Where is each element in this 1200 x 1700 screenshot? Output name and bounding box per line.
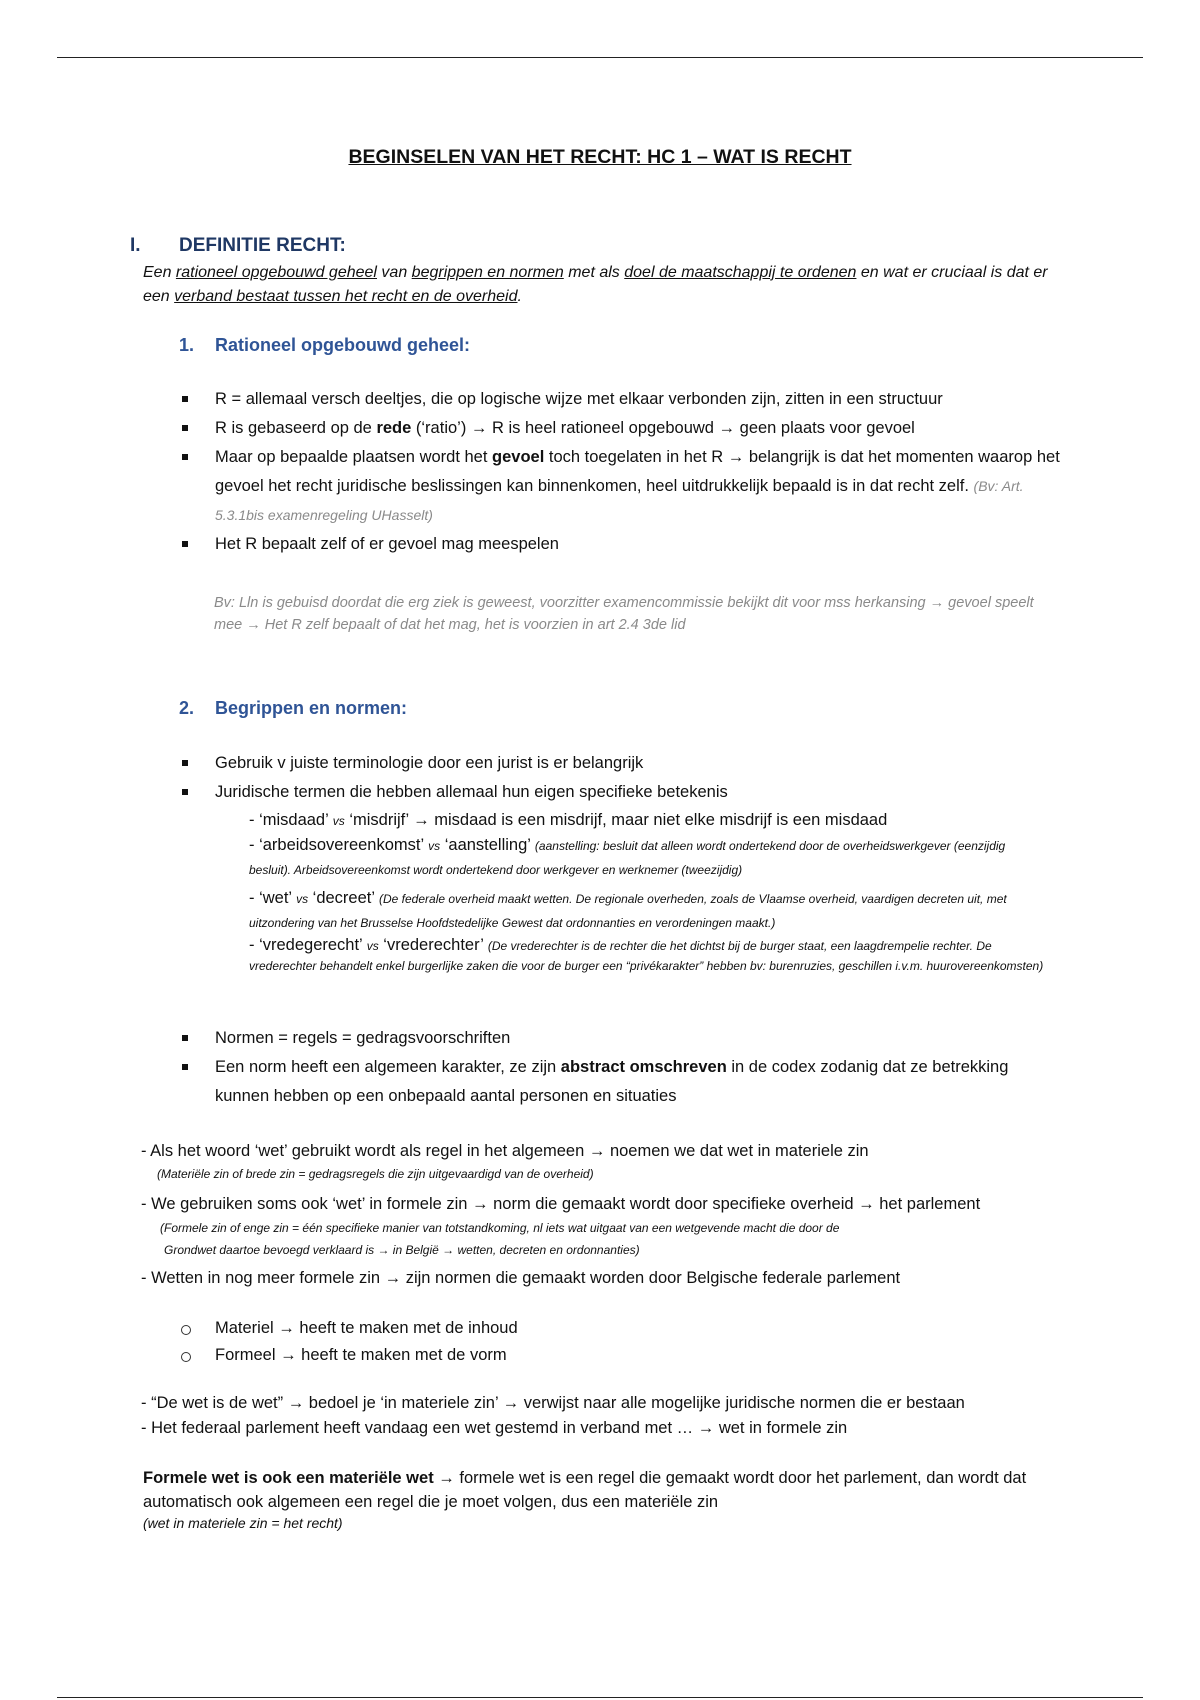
dash-note: (Materiële zin of brede zin = gedragsregels die zijn uitgevaardigd van de overheid) <box>157 1167 594 1181</box>
dash-item: - “De wet is de wet” → bedoel je ‘in materiele zin’ → verwijst naar alle mogelijke juridische normen die er bestaan <box>141 1394 965 1412</box>
term-pair: - ‘arbeidsovereenkomst’ vs ‘aanstelling’ (aanstelling: besluit dat alleen wordt ondertekend door de overheidswerkgever (eenzijdig besluit). Arbeidsovereenkomst wordt ondertekend door werkgever en werknemer (tweezijdig) <box>249 836 1006 877</box>
sub-item: Materiel → heeft te maken met de inhoud <box>215 1319 518 1337</box>
definition-underline: begrippen en normen <box>411 264 564 281</box>
sub-item: Formeel → heeft te maken met de vorm <box>215 1346 507 1364</box>
term-pair: - ‘misdaad’ vs ‘misdrijf’ → misdaad is een misdrijf, maar niet elke misdrijf is een misdaad <box>249 811 888 829</box>
list-item: Het R bepaalt zelf of er gevoel mag meespelen <box>215 530 1065 559</box>
bullet-list <box>215 385 1065 559</box>
closing-note: (wet in materiele zin = het recht) <box>143 1515 343 1531</box>
list-item: Een norm heeft een algemeen karakter, ze zijn abstract omschreven in de codex zodanig dat ze betrekking kunnen hebben op een onbepaald aantal personen en situaties <box>215 1053 1065 1111</box>
definition-underline: rationeel opgebouwd geheel <box>175 264 377 281</box>
bullet-icon <box>182 396 188 402</box>
dash-note: (Formele zin of enge zin = één specifieke manier van totstandkoming, nl iets wat uitgaat van een wetgevende macht die door de <box>160 1221 840 1235</box>
bullet-icon <box>182 454 188 460</box>
dash-note: Grondwet daartoe bevoegd verklaard is → in België → wetten, decreten en ordonnanties) <box>164 1243 640 1257</box>
dash-item: - Het federaal parlement heeft vandaag een wet gestemd in verband met … → wet in formele zin <box>141 1419 848 1437</box>
bullet-list <box>215 749 1065 807</box>
dash-item: - Als het woord ‘wet’ gebruikt wordt als regel in het algemeen → noemen we dat wet in materiele zin <box>141 1142 869 1160</box>
list-item: Juridische termen die hebben allemaal hun eigen specifieke betekenis <box>215 778 1065 807</box>
dash-item: - Wetten in nog meer formele zin → zijn normen die gemaakt worden door Belgische federale parlement <box>141 1269 901 1287</box>
circle-bullet-icon <box>181 1352 191 1362</box>
list-item: Maar op bepaalde plaatsen wordt het gevoel toch toegelaten in het R → belangrijk is dat het momenten waarop het gevoel het recht juridische beslissingen kan binnenkomen, heel uitdrukkelijk bepaald is in dat recht zelf. (Bv: Art. 5.3.1bis examenregeling UHasselt) <box>215 443 1065 530</box>
subsection-number: 1. <box>179 335 195 355</box>
bullet-icon <box>182 1035 188 1041</box>
bullet-list <box>215 1024 1065 1111</box>
bullet-icon <box>182 1064 188 1070</box>
section-title: DEFINITIE RECHT: <box>179 235 346 256</box>
definition-text: Een rationeel opgebouwd geheel van begrippen en normen met als doel de maatschappij te ordenen en wat er cruciaal is dat er een verband bestaat tussen het recht en de overheid. <box>143 264 1048 305</box>
list-item: R is gebaseerd op de rede (‘ratio’) → R is heel rationeel opgebouwd → geen plaats voor gevoel <box>215 414 1065 443</box>
bullet-icon <box>182 760 188 766</box>
example-note: Bv: Lln is gebuisd doordat die erg ziek is geweest, voorzitter examencommissie bekijkt dit voor mss herkansing → gevoel speelt mee → Het R zelf bepaalt of dat het mag, het is voorzien in art 2.4 3de lid <box>214 595 1034 633</box>
list-item: R = allemaal versch deeltjes, die op logische wijze met elkaar verbonden zijn, zitten in een structuur <box>215 385 1065 414</box>
bullet-icon <box>182 425 188 431</box>
term-pair: - ‘wet’ vs ‘decreet’ (De federale overheid maakt wetten. De regionale overheden, zoals de Vlaamse overheid, vaardigen decreten uit, met uitzondering van het Brusselse Hoofdstedelijke Gewest dat ordonnanties en verordeningen maakt.) <box>249 889 1007 930</box>
list-item: Normen = regels = gedragsvoorschriften <box>215 1024 1065 1053</box>
subsection-title: Begrippen en normen: <box>215 698 408 718</box>
subsection-number: 2. <box>179 698 195 718</box>
section-number: I. <box>130 235 141 256</box>
bottom-rule <box>57 1697 1143 1698</box>
document-title: BEGINSELEN VAN HET RECHT: HC 1 – WAT IS RECHT <box>348 146 852 168</box>
dash-item: - We gebruiken soms ook ‘wet’ in formele zin → norm die gemaakt wordt door specifieke overheid → het parlement <box>141 1195 981 1213</box>
subsection-title: Rationeel opgebouwd geheel: <box>215 335 471 355</box>
definition-underline: verband bestaat tussen het recht en de overheid <box>174 288 518 305</box>
top-rule <box>57 57 1143 58</box>
bullet-icon <box>182 541 188 547</box>
term-pair: - ‘vredegerecht’ vs ‘vrederechter’ (De vrederechter is de rechter die het dichtst bij de burger staat, een laagdrempelie rechter. De vrederechter behandelt enkel burgerlijke zaken die voor de burger een “privékarakter” hebben bv: burenruzies, geschillen i.v.m. huurovereenkomsten) <box>249 936 1044 973</box>
bullet-icon <box>182 789 188 795</box>
definition-underline: doel de maatschappij te ordenen <box>624 264 857 281</box>
list-item: Gebruik v juiste terminologie door een jurist is er belangrijk <box>215 749 1065 778</box>
closing-paragraph: Formele wet is ook een materiële wet → formele wet is een regel die gemaakt wordt door het parlement, dan wordt dat automatisch ook algemeen een regel die je moet volgen, dus een materiële zin <box>143 1469 1027 1511</box>
circle-bullet-icon <box>181 1325 191 1335</box>
